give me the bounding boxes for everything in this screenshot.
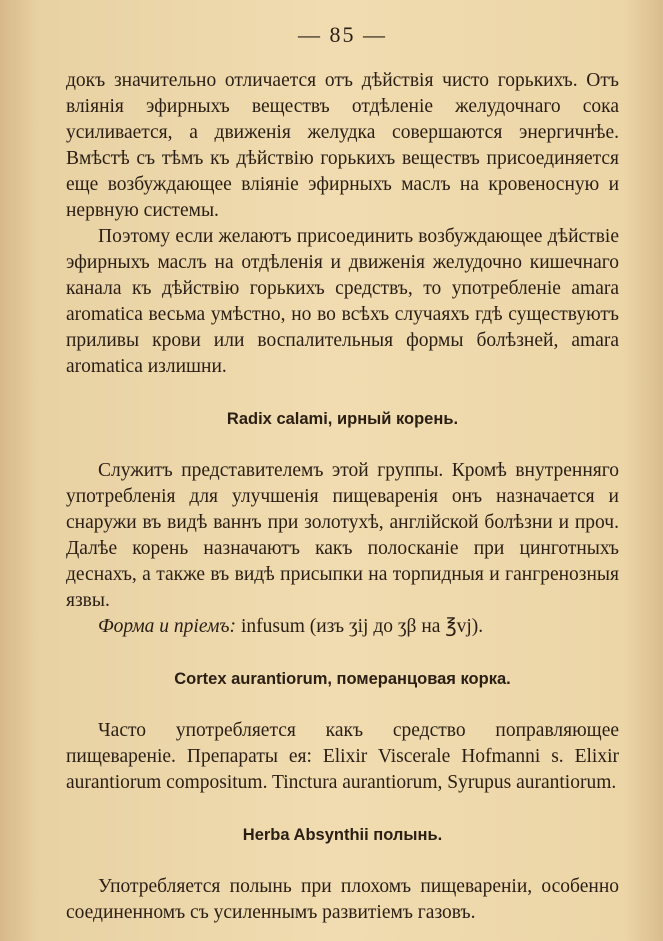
section-heading-radix-calami: Radix calami, ирный корень. <box>226 410 459 428</box>
paragraph-4: Часто употребляется какъ средство поправляющее пищевареніе. Препараты ея: Elixir Viscerale Hofmanni s. Elixir aurantiorum compositum. Tinctura aurantiorum, Syrupus aurantiorum. <box>66 720 619 793</box>
paragraph-1: докъ значительно отличается отъ дѣйствія чисто горькихъ. Отъ вліянія эфирныхъ веществъ отдѣленіе желудочнаго сока усиливается, а движенія желудка совершаются энергичнѣе. Вмѣстѣ съ тѣмъ къ дѣйствію горькихъ веществъ присоединяется еще возбуждающее вліяніе эфирныхъ маслъ на кровеносную и нервную системы. <box>66 70 619 221</box>
section-heading-herba-absynthii: Herba Absynthii полынь. <box>242 826 443 844</box>
spacer <box>66 692 619 718</box>
spacer <box>66 432 619 458</box>
spacer <box>66 640 619 666</box>
spacer <box>66 796 619 822</box>
form-line <box>66 614 619 640</box>
spacer <box>66 380 619 406</box>
paragraph-5: Употребляется полынь при плохомъ пищевареніи, особенно соединенномъ съ усиленнымъ развитіемъ газовъ. <box>66 876 619 923</box>
spacer <box>66 848 619 874</box>
form-label: Форма и пріемъ: <box>98 616 237 637</box>
section-heading-cortex-aurantiorum: Cortex aurantiorum, померанцовая корка. <box>174 670 511 688</box>
form-text: infusum (изъ ʒij до ʒβ на ℥vj). <box>240 616 484 637</box>
page-number: — 85 — <box>298 22 387 47</box>
paragraph-2: Поэтому если желаютъ присоединить возбуждающее дѣйствіе эфирныхъ маслъ на отдѣленія и движенія желудочно кишечнаго канала къ дѣйствію горькихъ средствъ, то употребленіе amara aromatica весьма умѣстно, но во всѣхъ случаяхъ гдѣ существуютъ приливы крови или воспалительныя формы болѣзней, amara aromatica излишни. <box>66 226 619 377</box>
paragraph-3: Служитъ представителемъ этой группы. Кромѣ внутренняго употребленія для улучшенія пищеваренія онъ назначается и снаружи въ видѣ ваннъ при золотухѣ, англійской болѣзни и проч. Далѣе корень назначаютъ какъ полосканіе при цинготныхъ деснахъ, а также въ видѣ присыпки на торпидныя и гангренозныя язвы. <box>66 460 619 611</box>
